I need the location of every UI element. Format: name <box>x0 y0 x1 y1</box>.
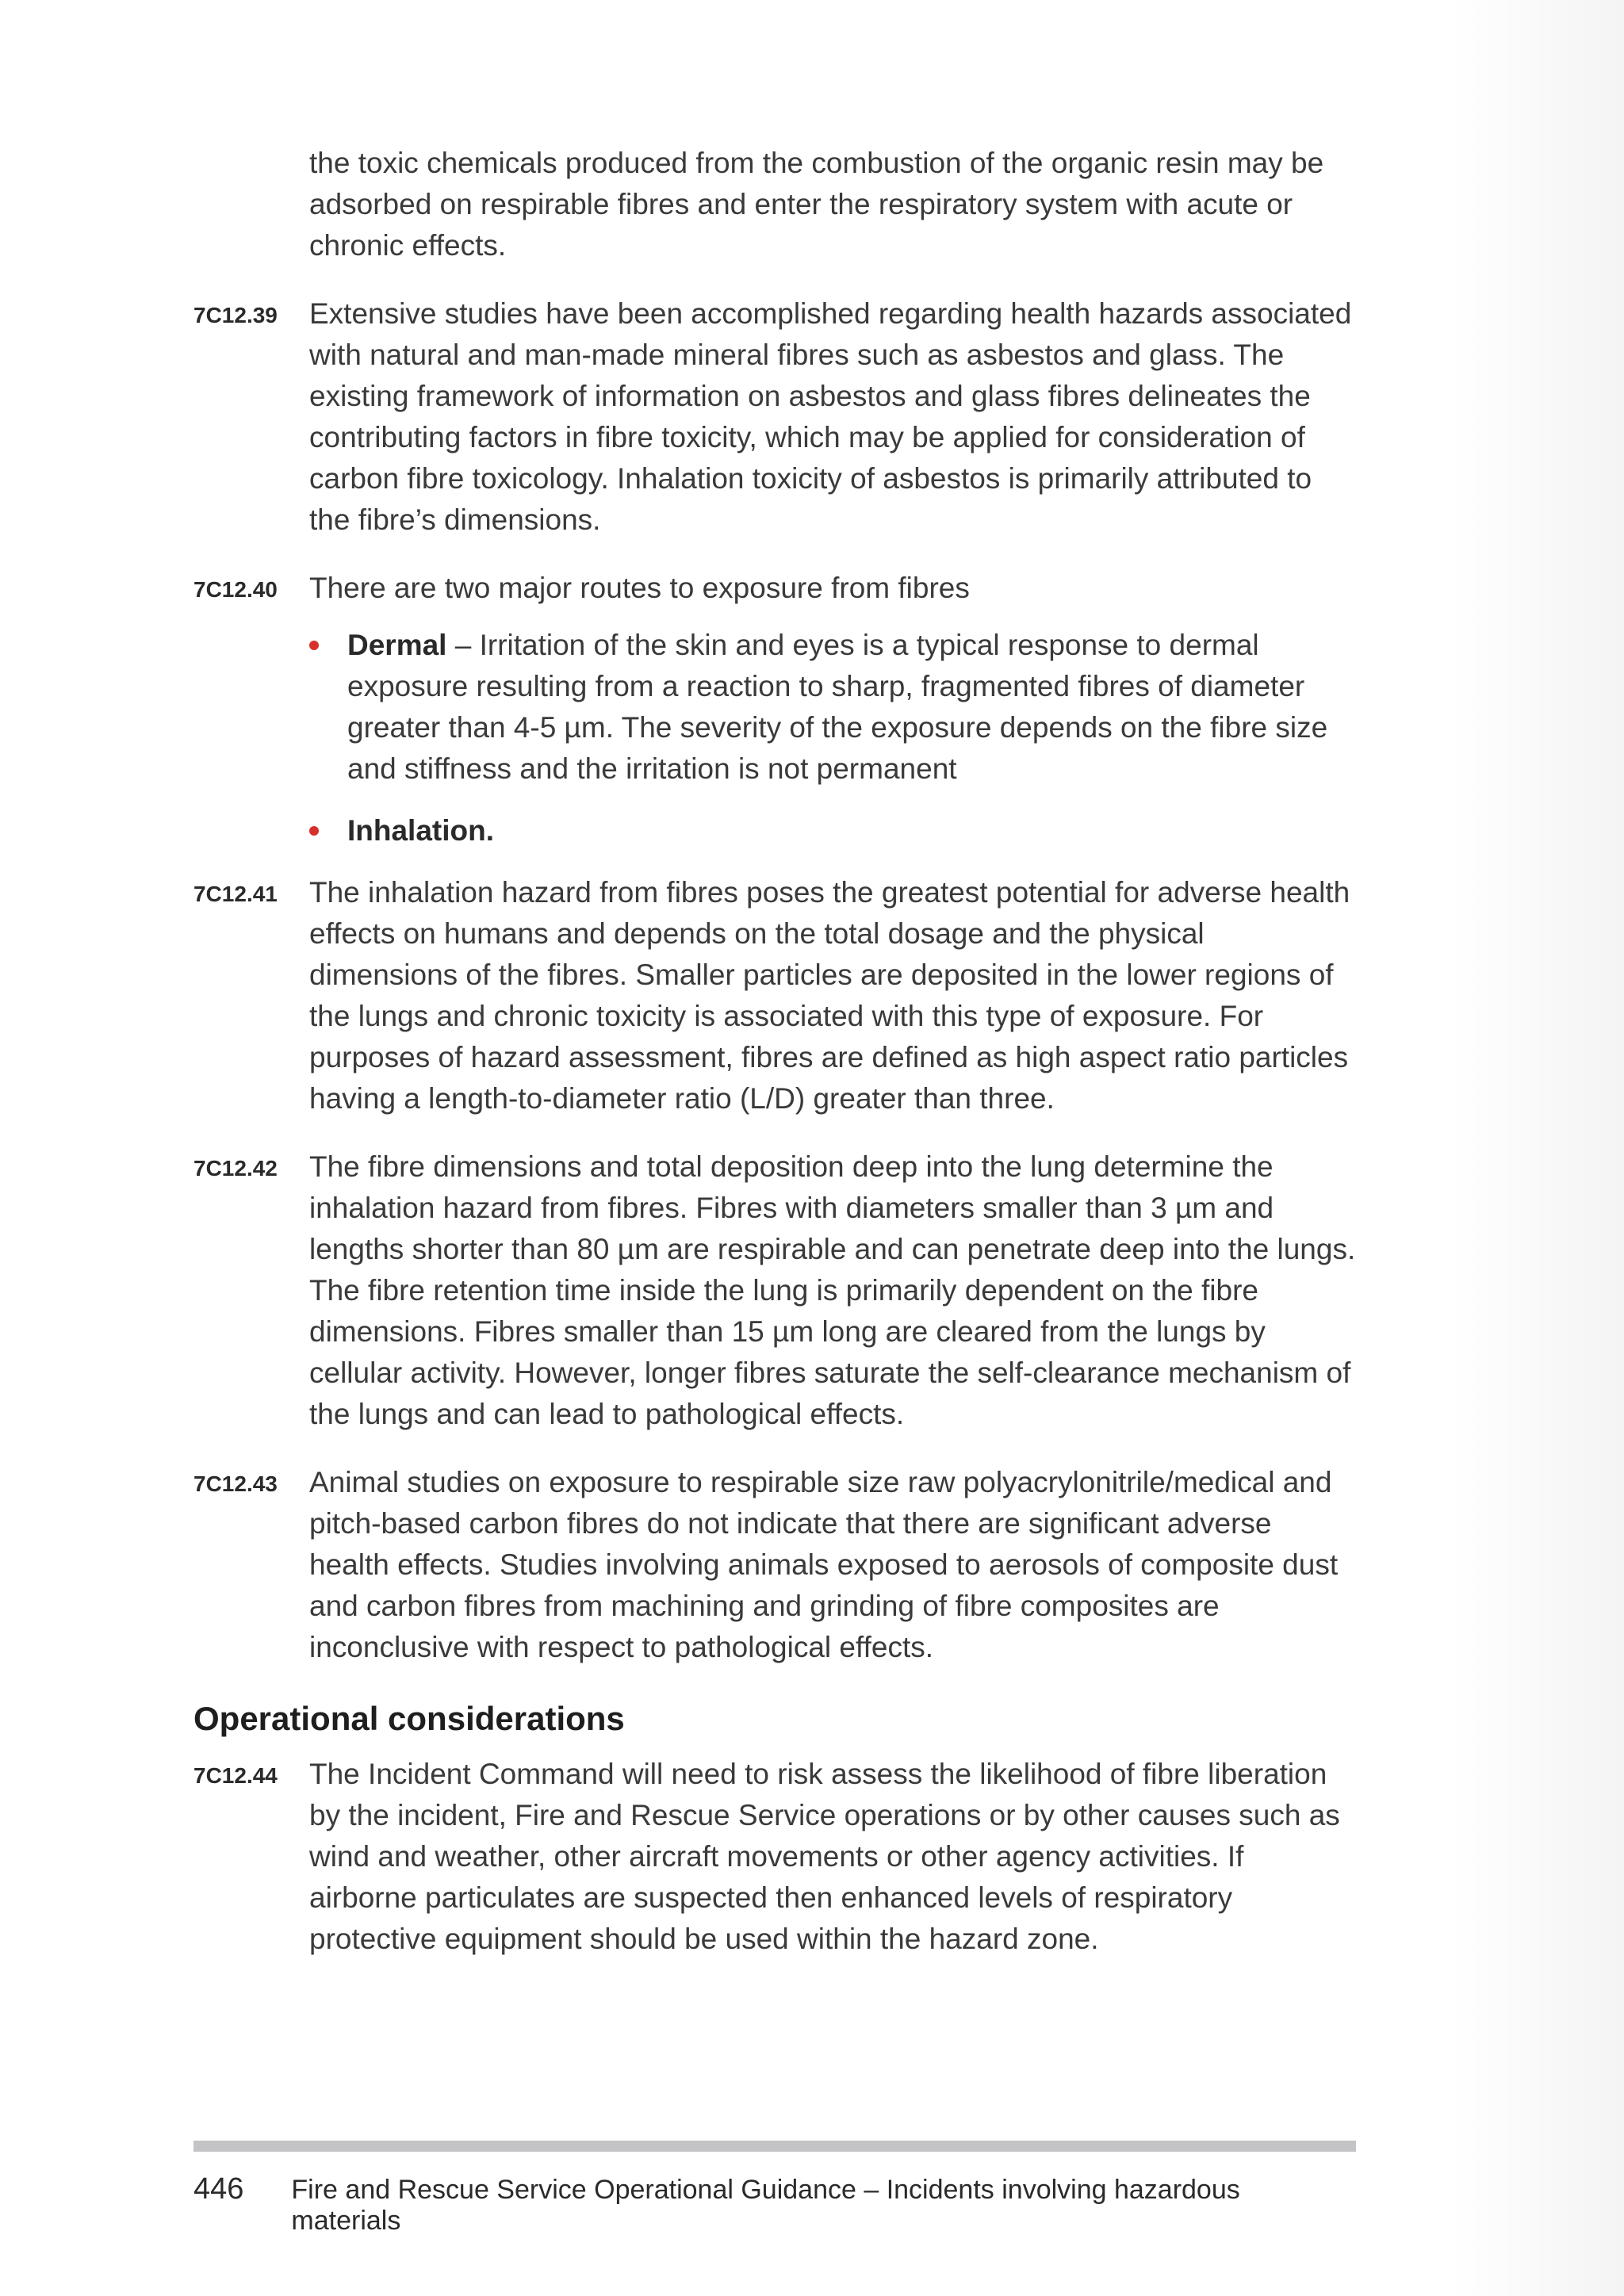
paragraph-number: 7C12.42 <box>193 1156 278 1181</box>
continuation-paragraph <box>193 143 1359 266</box>
paragraph-text: There are two major routes to exposure from fibres <box>309 572 970 604</box>
paragraph-7c12-39 <box>193 293 1359 541</box>
bullet-dot-icon <box>309 641 319 650</box>
paragraph-text: The inhalation hazard from fibres poses the greatest potential for adverse health effects on humans and depends on the total dosage and the physical dimensions of the fibres. Smaller particles are deposited in the lower regions of the lungs and chronic toxicity is associated with this type of exposure. For purposes of hazard assessment, fibres are defined as high aspect ratio particles having a length-to-diameter ratio (L/D) greater than three. <box>309 876 1350 1115</box>
main-content <box>193 143 1359 1987</box>
paragraph-number: 7C12.39 <box>193 303 278 327</box>
paragraph-number: 7C12.44 <box>193 1763 278 1788</box>
paragraph-text: Extensive studies have been accomplished regarding health hazards associated with natural and man-made mineral fibres such as asbestos and glass. The existing framework of information on asbestos and glass fibres delineates the contributing factors in fibre toxicity, which may be applied for consideration of carbon fibre toxicology. Inhalation toxicity of asbestos is primarily attributed to the fibre’s dimensions. <box>309 297 1352 536</box>
paragraph-number: 7C12.40 <box>193 577 278 602</box>
paragraph-7c12-43 <box>193 1462 1359 1668</box>
page-edge-shading <box>1450 0 1624 2296</box>
list-item <box>309 625 1359 790</box>
bullet-term: Inhalation. <box>347 814 494 847</box>
paragraph-number: 7C12.43 <box>193 1471 278 1496</box>
paragraph-text: Animal studies on exposure to respirable size raw polyacrylonitrile/medical and pitch-based carbon fibres do not indicate that there are significant adverse health effects. Studies involving animals exposed to aerosols of composite dust and carbon fibres from machining and grinding of fibre composites are inconclusive with respect to pathological effects. <box>309 1466 1339 1663</box>
paragraph-7c12-42 <box>193 1146 1359 1435</box>
bullet-term: Dermal <box>347 629 447 661</box>
paragraph-text: The fibre dimensions and total deposition deep into the lung determine the inhalation hazard from fibres. Fibres with diameters smaller than 3 µm and lengths shorter than 80 µm are respirable and can penetrate deep into the lungs. The fibre retention time inside the lung is primarily dependent on the fibre dimensions. Fibres smaller than 15 µm long are cleared from the lungs by cellular activity. However, longer fibres saturate the self-clearance mechanism of the lungs and can lead to pathological effects. <box>309 1150 1356 1430</box>
page-number: 446 <box>193 2172 244 2206</box>
footer-rule <box>193 2141 1356 2152</box>
page-footer <box>193 2172 1356 2237</box>
bullet-text: – Irritation of the skin and eyes is a typical response to dermal exposure resulting from a reaction to sharp, fragmented fibres of diameter greater than 4-5 µm. The severity of the exposure depends on the fibre size and stiffness and the irritation is not permanent <box>347 629 1328 785</box>
paragraph-7c12-41 <box>193 872 1359 1119</box>
document-title: Fire and Rescue Service Operational Guidance – Incidents involving hazardous materials <box>291 2175 1240 2236</box>
paragraph-text: the toxic chemicals produced from the combustion of the organic resin may be adsorbed on respirable fibres and enter the respiratory system with acute or chronic effects. <box>309 147 1324 262</box>
paragraph-text: The Incident Command will need to risk assess the likelihood of fibre liberation by the incident, Fire and Rescue Service operations or by other causes such as wind and weather, other aircraft movements or other agency activities. If airborne particulates are suspected then enhanced levels of respiratory protective equipment should be used within the hazard zone. <box>309 1758 1340 1955</box>
exposure-routes-list <box>193 625 1359 851</box>
bullet-dot-icon <box>309 826 319 836</box>
paragraph-7c12-40 <box>193 568 1359 609</box>
paragraph-7c12-44 <box>193 1754 1359 1960</box>
section-heading: Operational considerations <box>193 1700 625 1737</box>
list-item <box>309 810 1359 851</box>
paragraph-number: 7C12.41 <box>193 882 278 906</box>
